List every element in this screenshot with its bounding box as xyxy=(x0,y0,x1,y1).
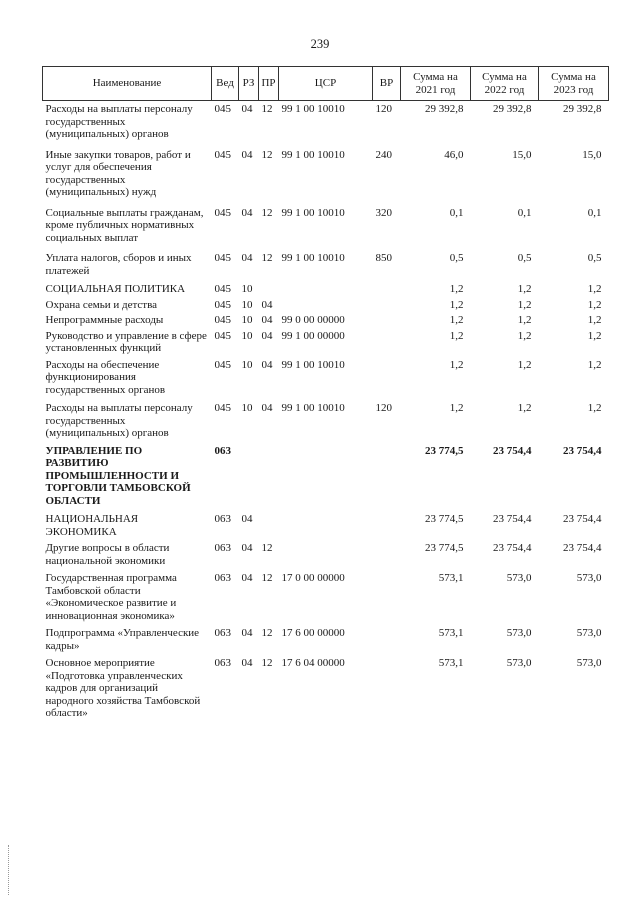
cell-sum-2021: 573,1 xyxy=(438,572,464,584)
cell-pr: 04 xyxy=(261,298,273,311)
cell-sum-2022: 15,0 xyxy=(512,148,532,161)
table-row xyxy=(43,355,609,397)
cell-csr: 99 1 00 10010 xyxy=(281,358,345,371)
cell-csr xyxy=(279,507,373,538)
cell-ved: 045 xyxy=(214,252,231,264)
cell-name: Расходы на обеспечение функционирования государственных органов xyxy=(45,358,166,396)
cell-sum-2021: 573,1 xyxy=(438,627,464,639)
cell-pr: 12 xyxy=(261,542,273,554)
cell-vr: 120 xyxy=(375,402,392,414)
cell-sum-2023: 1,2 xyxy=(587,314,602,326)
cell-pr: 04 xyxy=(261,329,273,342)
table-row xyxy=(43,652,609,720)
cell-rz: 10 xyxy=(241,283,253,295)
table-row xyxy=(43,567,609,622)
cell-sum-2021: 1,2 xyxy=(449,298,464,311)
cell-vr: 850 xyxy=(375,252,392,264)
cell-csr xyxy=(279,277,373,296)
cell-sum-2021: 23 774,5 xyxy=(425,542,464,554)
cell-pr: 12 xyxy=(261,252,273,264)
cell-pr: 04 xyxy=(261,358,273,371)
cell-ved: 045 xyxy=(214,358,231,371)
cell-pr: 04 xyxy=(261,402,273,414)
cell-vr xyxy=(373,311,401,327)
cell-ved: 045 xyxy=(214,103,231,115)
cell-sum-2023: 1,2 xyxy=(587,283,602,295)
cell-csr: 99 1 00 10010 xyxy=(281,148,345,161)
header-sum-2023: Сумма на 2023 год xyxy=(539,67,609,101)
cell-sum-2022: 1,2 xyxy=(517,314,532,326)
cell-csr: 17 6 00 00000 xyxy=(281,627,345,639)
cell-name: Расходы на выплаты персоналу государственных (муниципальных) органов xyxy=(45,103,193,140)
cell-vr xyxy=(373,327,401,355)
table-row xyxy=(43,507,609,538)
cell-csr: 99 1 00 00000 xyxy=(281,329,345,342)
table-row xyxy=(43,244,609,277)
cell-name: СОЦИАЛЬНАЯ ПОЛИТИКА xyxy=(45,283,186,295)
cell-name: Социальные выплаты гражданам, кроме публичных нормативных социальных выплат xyxy=(45,206,204,244)
cell-vr xyxy=(373,622,401,652)
cell-rz: 04 xyxy=(241,513,253,525)
cell-ved: 045 xyxy=(214,206,231,219)
cell-pr: 12 xyxy=(261,572,273,584)
cell-rz xyxy=(239,440,259,508)
cell-rz: 04 xyxy=(241,103,253,115)
table-row xyxy=(43,141,609,199)
cell-rz: 04 xyxy=(241,627,253,639)
header-rz: РЗ xyxy=(239,67,259,101)
cell-vr: 120 xyxy=(375,103,392,115)
cell-rz: 10 xyxy=(241,329,253,342)
cell-sum-2022: 573,0 xyxy=(506,572,532,584)
cell-sum-2021: 1,2 xyxy=(449,283,464,295)
cell-name: УПРАВЛЕНИЕ ПО РАЗВИТИЮ ПРОМЫШЛЕННОСТИ И ТОРГОВЛИ ТАМБОВСКОЙ ОБЛАСТИ xyxy=(45,444,191,507)
cell-ved: 063 xyxy=(214,657,231,669)
table-header-row xyxy=(43,67,609,101)
header-sum-2021: Сумма на 2021 год xyxy=(401,67,471,101)
cell-vr: 320 xyxy=(375,206,392,219)
cell-rz: 10 xyxy=(241,314,253,326)
header-ved: Вед xyxy=(212,67,239,101)
cell-sum-2022: 1,2 xyxy=(517,298,532,311)
cell-vr xyxy=(373,507,401,538)
page-number: 239 xyxy=(310,37,330,51)
cell-rz: 04 xyxy=(241,148,253,161)
cell-vr xyxy=(373,296,401,312)
cell-name: Государственная программа Тамбовской области «Экономическое развитие и инновационная экономика» xyxy=(45,572,177,622)
cell-ved: 063 xyxy=(214,444,231,457)
table-body xyxy=(43,101,609,720)
cell-sum-2021: 23 774,5 xyxy=(425,444,464,457)
cell-sum-2022: 1,2 xyxy=(517,402,532,414)
cell-csr: 17 0 00 00000 xyxy=(281,572,345,584)
cell-ved: 063 xyxy=(214,513,231,525)
cell-pr: 04 xyxy=(261,314,273,326)
cell-ved: 045 xyxy=(214,283,231,295)
header-pr: ПР xyxy=(259,67,279,101)
header-vr: ВР xyxy=(373,67,401,101)
cell-sum-2023: 23 754,4 xyxy=(563,542,602,554)
header-name: Наименование xyxy=(43,67,212,101)
cell-sum-2022: 573,0 xyxy=(506,627,532,639)
cell-pr xyxy=(259,277,279,296)
cell-rz: 04 xyxy=(241,542,253,554)
cell-csr xyxy=(279,296,373,312)
cell-name: Руководство и управление в сфере установленных функций xyxy=(45,329,207,354)
cell-ved: 045 xyxy=(214,148,231,161)
cell-sum-2023: 0,1 xyxy=(587,206,602,219)
cell-ved: 063 xyxy=(214,542,231,554)
cell-pr xyxy=(259,507,279,538)
cell-sum-2023: 15,0 xyxy=(582,148,602,161)
cell-sum-2021: 0,5 xyxy=(449,252,464,264)
margin-dotted-line xyxy=(8,845,11,895)
cell-rz: 04 xyxy=(241,657,253,669)
cell-sum-2022: 573,0 xyxy=(506,657,532,669)
cell-vr: 240 xyxy=(375,148,392,161)
cell-sum-2022: 1,2 xyxy=(517,283,532,295)
cell-name: Иные закупки товаров, работ и услуг для обеспечения государственных (муниципальных) нужд xyxy=(45,148,191,198)
cell-csr: 17 6 04 00000 xyxy=(281,657,345,669)
header-csr: ЦСР xyxy=(279,67,373,101)
cell-pr: 12 xyxy=(261,657,273,669)
cell-ved: 045 xyxy=(214,329,231,342)
cell-sum-2021: 573,1 xyxy=(438,657,464,669)
cell-pr: 12 xyxy=(261,627,273,639)
cell-sum-2023: 573,0 xyxy=(576,627,602,639)
cell-sum-2022: 23 754,4 xyxy=(493,444,532,457)
cell-csr: 99 1 00 10010 xyxy=(281,206,345,219)
cell-sum-2022: 1,2 xyxy=(517,358,532,371)
cell-name: Основное мероприятие «Подготовка управленческих кадров для организаций народного хозяйства Тамбовской области» xyxy=(45,657,201,719)
table-row xyxy=(43,622,609,652)
cell-sum-2021: 1,2 xyxy=(449,402,464,414)
cell-csr: 99 1 00 10010 xyxy=(281,402,345,414)
table-row xyxy=(43,311,609,327)
cell-sum-2023: 23 754,4 xyxy=(563,513,602,525)
cell-ved: 063 xyxy=(214,627,231,639)
cell-pr: 12 xyxy=(261,206,273,219)
table-row xyxy=(43,277,609,296)
cell-pr xyxy=(259,440,279,508)
cell-sum-2021: 46,0 xyxy=(444,148,464,161)
cell-sum-2022: 0,5 xyxy=(517,252,532,264)
table-row xyxy=(43,327,609,355)
header-sum-2022: Сумма на 2022 год xyxy=(471,67,539,101)
cell-sum-2022: 23 754,4 xyxy=(493,542,532,554)
cell-sum-2023: 1,2 xyxy=(587,358,602,371)
cell-vr xyxy=(373,567,401,622)
cell-csr: 99 0 00 00000 xyxy=(281,314,345,326)
cell-sum-2022: 29 392,8 xyxy=(493,103,532,115)
cell-sum-2023: 23 754,4 xyxy=(563,444,602,457)
cell-rz: 04 xyxy=(241,252,253,264)
cell-sum-2023: 1,2 xyxy=(587,402,602,414)
cell-vr xyxy=(373,538,401,567)
cell-sum-2022: 0,1 xyxy=(517,206,532,219)
cell-vr xyxy=(373,652,401,720)
cell-sum-2021: 29 392,8 xyxy=(425,103,464,115)
cell-name: НАЦИОНАЛЬНАЯ ЭКОНОМИКА xyxy=(45,513,139,538)
table-row xyxy=(43,440,609,508)
cell-ved: 063 xyxy=(214,572,231,584)
table-row xyxy=(43,396,609,440)
cell-rz: 04 xyxy=(241,206,253,219)
cell-pr: 12 xyxy=(261,103,273,115)
cell-csr xyxy=(279,440,373,508)
cell-csr: 99 1 00 10010 xyxy=(281,252,345,264)
cell-sum-2021: 1,2 xyxy=(449,329,464,342)
cell-name: Охрана семьи и детства xyxy=(45,298,158,311)
cell-sum-2023: 1,2 xyxy=(587,298,602,311)
cell-name: Расходы на выплаты персоналу государственных (муниципальных) органов xyxy=(45,402,193,439)
cell-sum-2023: 573,0 xyxy=(576,657,602,669)
cell-name: Непрограммные расходы xyxy=(45,314,164,326)
cell-sum-2021: 0,1 xyxy=(449,206,464,219)
cell-sum-2022: 1,2 xyxy=(517,329,532,342)
cell-name: Другие вопросы в области национальной экономики xyxy=(45,542,170,567)
cell-sum-2023: 573,0 xyxy=(576,572,602,584)
table-row xyxy=(43,296,609,312)
cell-csr: 99 1 00 10010 xyxy=(281,103,345,115)
cell-vr xyxy=(373,355,401,397)
cell-csr xyxy=(279,538,373,567)
cell-sum-2023: 1,2 xyxy=(587,329,602,342)
cell-ved: 045 xyxy=(214,402,231,414)
cell-rz: 10 xyxy=(241,358,253,371)
budget-table xyxy=(42,66,609,720)
cell-rz: 10 xyxy=(241,402,253,414)
cell-sum-2023: 29 392,8 xyxy=(563,103,602,115)
cell-sum-2022: 23 754,4 xyxy=(493,513,532,525)
cell-pr: 12 xyxy=(261,148,273,161)
table-row xyxy=(43,538,609,567)
cell-sum-2021: 1,2 xyxy=(449,358,464,371)
cell-rz: 04 xyxy=(241,572,253,584)
cell-sum-2021: 23 774,5 xyxy=(425,513,464,525)
cell-name: Подпрограмма «Управленческие кадры» xyxy=(45,627,200,652)
cell-vr xyxy=(373,440,401,508)
table-row xyxy=(43,199,609,245)
cell-ved: 045 xyxy=(214,314,231,326)
table-row xyxy=(43,101,609,141)
cell-sum-2023: 0,5 xyxy=(587,252,602,264)
cell-rz: 10 xyxy=(241,298,253,311)
cell-ved: 045 xyxy=(214,298,231,311)
cell-name: Уплата налогов, сборов и иных платежей xyxy=(45,252,192,277)
cell-sum-2021: 1,2 xyxy=(449,314,464,326)
cell-vr xyxy=(373,277,401,296)
